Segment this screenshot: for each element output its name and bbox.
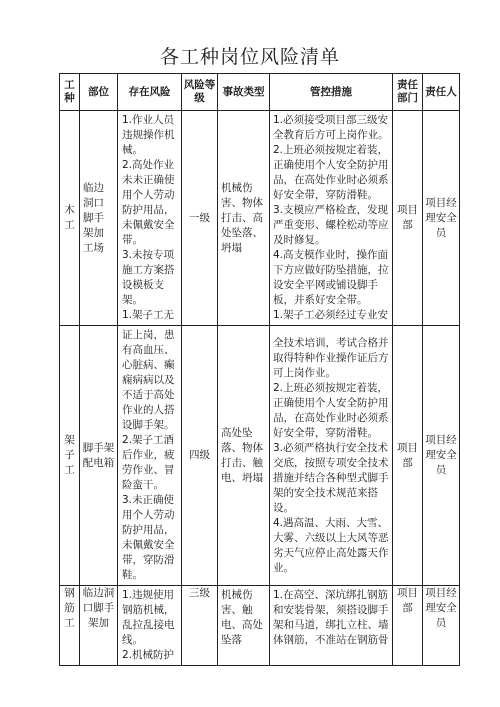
risk-item: 证上岗，患有高血压、心脏病、癫痫病病以及不适于高处作业的人搭设脚手架。 — [122, 329, 175, 431]
header-measures: 管控措施 — [270, 74, 393, 111]
measures-cell — [270, 326, 393, 586]
risk-cell — [118, 111, 182, 326]
header-position: 部位 — [80, 74, 118, 111]
measure-item: 3.支模应严格检查，发现严重变形、螺栓松动等应及时修复。 — [273, 204, 389, 246]
header-trade: 工种 — [60, 74, 80, 111]
trade-cell: 架子工 — [60, 326, 80, 586]
header-level: 风险等级 — [182, 74, 218, 111]
measure-item: 全技术培训，考试合格并取得特种作业操作证后方可上岗作业。 — [273, 336, 389, 379]
person-cell: 项目经理安全员 — [423, 586, 460, 666]
accident-cell: 机械伤害、物体打击、高处坠落、坍塌 — [218, 111, 270, 326]
table-row — [60, 326, 460, 586]
level-cell: 四级 — [182, 326, 218, 586]
measure-item: 2.上班必须按规定着装，正确使用个人安全防护用品，在高处作业时必须系好安全带，穿防滑鞋。 — [273, 381, 389, 439]
position-cell: 临边洞口脚手架加 — [80, 586, 118, 666]
accident-cell: 高处坠落、物体打击、触电、坍塌 — [218, 326, 270, 586]
department-cell: 项目部 — [393, 586, 423, 666]
accident-cell: 机械伤害、触电、高处坠落 — [218, 586, 270, 666]
header-risk: 存在风险 — [118, 74, 182, 111]
level-cell: 三级 — [182, 586, 218, 666]
measures-cell — [270, 111, 393, 326]
department-cell: 项目部 — [393, 111, 423, 326]
table-row — [60, 111, 460, 326]
risk-cell — [118, 326, 182, 586]
risk-item: 1.违规使用钢筋机械，乱拉乱接电线。 — [122, 589, 175, 646]
header-row — [60, 74, 460, 111]
risk-item: 1.架子工无 — [122, 309, 175, 321]
header-person: 责任人 — [423, 74, 460, 111]
person-cell: 项目经理安全员 — [423, 111, 460, 326]
position-cell: 临边洞口脚手架加工场 — [80, 111, 118, 326]
header-accident: 事故类型 — [218, 74, 270, 111]
risk-cell — [118, 586, 182, 666]
table-row — [60, 586, 460, 666]
measures-cell — [270, 586, 393, 666]
measure-item: 1.必须接受项目部三级安全教育后方可上岗作业。 — [273, 114, 389, 141]
measure-item: 2.上班必须按规定着装，正确使用个人安全防护用品，在高处作业时必须系好安全带，穿防滑鞋。 — [273, 144, 389, 201]
risk-item: 3.未正确使用个人劳动防护用品，未佩戴安全带，穿防滑鞋。 — [122, 494, 175, 581]
risk-table — [59, 73, 460, 666]
level-cell: 一级 — [182, 111, 218, 326]
risk-item: 2.高处作业未未正确使用个人劳动防护用品，未佩戴安全带。 — [122, 159, 175, 246]
risk-item: 2.架子工酒后作业，疲劳作业、冒险蛮干。 — [122, 434, 175, 491]
trade-cell: 木工 — [60, 111, 80, 326]
person-cell: 项目经理安全员 — [423, 326, 460, 586]
measure-item: 4.高支模作业时，操作面下方应做好防坠措施，拉设安全平网或铺设脚手板，并系好安全带。 — [273, 249, 389, 306]
trade-cell: 钢筋工 — [60, 586, 80, 666]
header-department: 责任部门 — [393, 74, 423, 111]
page-title: 各工种岗位风险清单 — [159, 46, 340, 68]
risk-item: 3.未按专项施工方案搭设模板支架。 — [122, 249, 175, 306]
measure-item: 1.在高空、深坑绑扎钢筋和安装骨架，须搭设脚手架和马道，绑扎立柱、墙体钢筋，不准站在钢筋骨 — [273, 589, 389, 646]
risk-item: 2.机械防护 — [122, 649, 175, 661]
measure-item: 3.必须严格执行安全技术交底，按照专项安全技术措施并结合各种型式脚手架的安全技术规范来搭设。 — [273, 441, 389, 514]
risk-item: 1.作业人员违规操作机械。 — [122, 114, 175, 156]
measure-item: 1.架子工必须经过专业安 — [273, 309, 389, 321]
measure-item: 4.遇高温、大雨、大雪、大雾、六级以上大风等恶劣天气应停止高处露天作业。 — [273, 516, 389, 574]
position-cell: 脚手架配电箱 — [80, 326, 118, 586]
department-cell: 项目部 — [393, 326, 423, 586]
